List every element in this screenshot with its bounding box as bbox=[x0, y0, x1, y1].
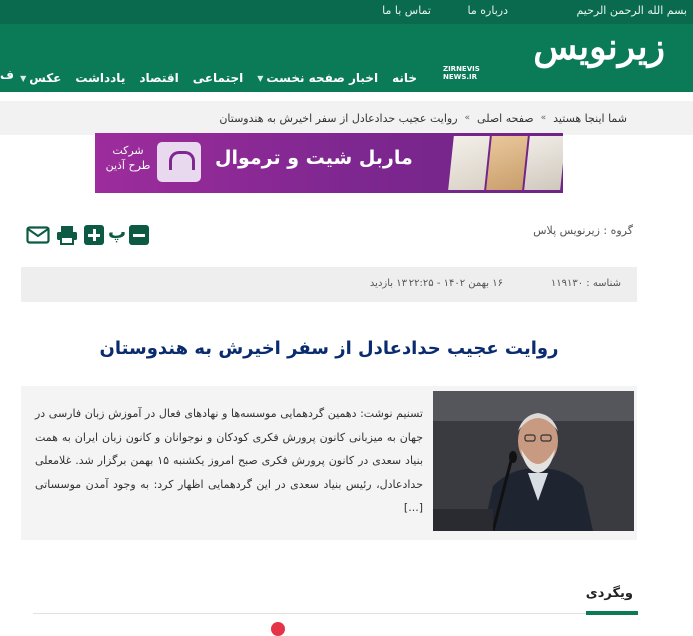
group-value-link[interactable]: زیرنویس پلاس bbox=[533, 224, 600, 237]
section-title: ویگردی bbox=[585, 586, 633, 601]
main-nav bbox=[6, 68, 417, 88]
font-size-letter: پ bbox=[108, 222, 127, 243]
ad-company-line1: شرکت bbox=[112, 144, 144, 157]
article-title[interactable]: روایت عجیب حدادعادل از سفر اخیرش به هندوستان bbox=[99, 338, 559, 359]
article-id-value: ۱۱۹۱۳۰ bbox=[550, 278, 584, 289]
nav-item-social[interactable] bbox=[193, 68, 244, 88]
section-underline bbox=[586, 611, 638, 615]
chevron-down-icon: ▼ bbox=[20, 73, 27, 83]
breadcrumb-separator-icon: » bbox=[464, 113, 471, 123]
basmala-text: بسم الله الرحمن الرحیم bbox=[576, 4, 687, 17]
article-info-bar bbox=[21, 267, 637, 302]
ad-title: ماربل شیت و ترموال bbox=[215, 147, 413, 169]
ad-company bbox=[101, 143, 155, 173]
top-bar bbox=[0, 0, 693, 24]
minus-icon[interactable] bbox=[129, 225, 149, 245]
article-id-label: شناسه : bbox=[586, 278, 621, 289]
nav-item-photo[interactable] bbox=[20, 68, 61, 88]
article-tools bbox=[26, 222, 150, 247]
marble-slabs-image bbox=[445, 133, 563, 193]
about-link[interactable]: درباره ما bbox=[467, 4, 508, 17]
nav-item-cut-off[interactable]: ف bbox=[0, 68, 14, 82]
logo-sub-line2: NEWS.IR bbox=[443, 73, 478, 81]
section-divider bbox=[33, 613, 638, 614]
article-date: ۱۶ بهمن ۱۴۰۲ - ۲۲:۲۵ bbox=[408, 278, 503, 289]
nav-item-economy-label: اقتصاد bbox=[139, 71, 179, 85]
red-badge-icon bbox=[271, 622, 285, 636]
plus-icon[interactable] bbox=[84, 225, 104, 245]
chevron-down-icon: ▼ bbox=[257, 73, 264, 83]
breadcrumb-home-link[interactable]: صفحه اصلی bbox=[477, 111, 534, 125]
article-id bbox=[551, 278, 621, 289]
article-views: ۱۳ بازدید bbox=[369, 278, 407, 289]
nav-item-economy[interactable] bbox=[139, 68, 178, 88]
nav-item-home-label: خانه bbox=[392, 71, 417, 85]
ad-company-line2: طرح آذین bbox=[105, 159, 151, 172]
group-label: گروه : bbox=[603, 224, 633, 237]
nav-item-photo-label: عکس bbox=[29, 71, 62, 85]
contact-link[interactable]: تماس با ما bbox=[382, 4, 431, 17]
nav-item-front-news-label: اخبار صفحه نخست bbox=[266, 71, 379, 85]
breadcrumb-separator-icon: » bbox=[540, 113, 547, 123]
nav-item-front-news[interactable] bbox=[257, 68, 378, 88]
nav-item-notes[interactable] bbox=[75, 68, 125, 88]
company-logo-icon bbox=[157, 142, 201, 182]
breadcrumb-here-label: شما اینجا هستید bbox=[553, 111, 627, 125]
site-header bbox=[0, 24, 693, 92]
article-group bbox=[533, 224, 633, 237]
ad-banner[interactable] bbox=[95, 133, 563, 193]
breadcrumb-current: روایت عجیب حدادعادل از سفر اخیرش به هندوستان bbox=[219, 111, 458, 125]
logo-subtext bbox=[443, 65, 480, 81]
print-icon[interactable] bbox=[56, 225, 78, 245]
article-photo bbox=[433, 391, 634, 531]
site-logo[interactable] bbox=[443, 26, 665, 84]
logo-wordmark: زیرنویس bbox=[533, 26, 665, 68]
nav-item-social-label: اجتماعی bbox=[192, 71, 244, 85]
article-summary-box bbox=[21, 386, 637, 540]
nav-item-notes-label: یادداشت bbox=[75, 71, 126, 85]
article-summary: تسنیم نوشت: دهمین گردهمایی موسسه‌ها و نهادهای فعال در آموزش زبان فارسی در جهان به میزبانی کانون پرورش فکری کودکان و نوجوانان و کانون زبان ایران به همت بنیاد سعدی در کانون پرورش فکری صبح امروز یکشنبه ۱۵ بهمن برگزار شد. غلامعلی حدادعادل، رئیس بنیاد سعدی در این گردهمایی اظهار کرد: به وجود آمدن موسساتی [...] bbox=[35, 407, 424, 514]
email-icon[interactable] bbox=[26, 225, 50, 245]
nav-item-home[interactable] bbox=[392, 68, 417, 88]
logo-sub-line1: ZIRNEVIS bbox=[443, 65, 480, 73]
breadcrumb bbox=[0, 101, 693, 135]
